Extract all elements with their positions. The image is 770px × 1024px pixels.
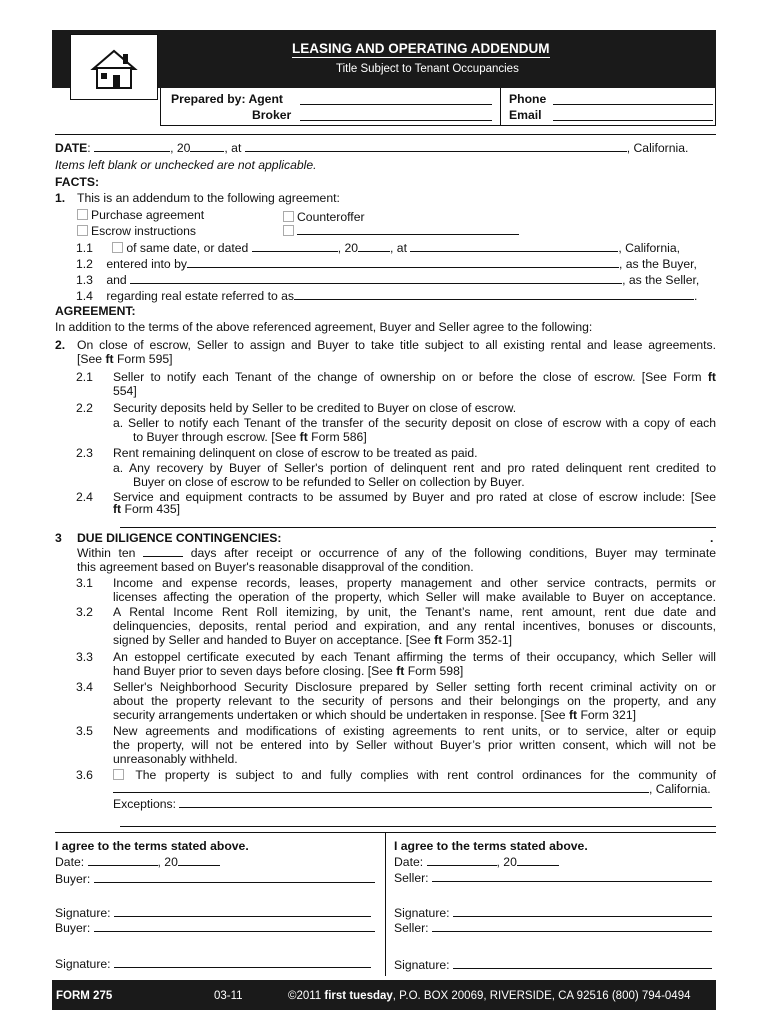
seller-year-field[interactable] [517,855,559,866]
item-3-3-line-2: hand Buyer prior to seven days before closing. [See ft Form 598] [113,664,464,678]
california-label: , California. [626,141,689,155]
item-3-6-line-2: , California. [113,782,711,796]
buyer-agree-label: I agree to the terms stated above. [55,839,249,853]
buyer-signature-row-2: Signature: [55,957,371,971]
item-3-4-line-2: about the property relevant to the security of persons and their belongings on the property, and any [113,694,716,708]
dated-year-prefix: , 20 [337,241,359,255]
agent-field[interactable] [300,93,492,105]
broker-field[interactable] [300,109,492,121]
date-top-rule [55,134,716,135]
seller-signature-row-1: Signature: [394,906,712,920]
seller-signature-2-field[interactable] [453,958,712,969]
within-ten-line-2: this agreement based on Buyer's reasonable disapproval of the condition. [77,560,474,574]
buyer-date-field[interactable] [88,855,158,866]
item-2-3-number: 2.3 [76,446,93,460]
broker-label: Broker [252,108,292,122]
rent-control-checkbox[interactable] [113,769,124,780]
and-label: and [106,273,127,287]
community-field[interactable] [113,782,649,793]
purchase-checkbox[interactable] [77,209,88,220]
same-date-checkbox[interactable] [112,242,123,253]
property-period: . [694,289,698,303]
escrow-checkbox[interactable] [77,225,88,236]
facts-intro: This is an addendum to the following agreement: [77,191,340,205]
counteroffer-checkbox[interactable] [283,211,294,222]
item-1-2-number: 1.2 [76,257,93,271]
exceptions-row [113,797,712,811]
facts-heading: FACTS: [55,175,100,189]
item-3-4-number: 3.4 [76,680,93,694]
dated-city-field[interactable] [410,241,618,252]
item-3-1-number: 3.1 [76,576,93,590]
buyer-signature-2-field[interactable] [114,957,371,968]
prepared-divider [500,88,501,126]
escrow-option[interactable] [77,224,196,238]
as-buyer-label: , as the Buyer, [618,257,697,271]
property-field[interactable] [294,289,694,300]
item-2-1-line-2: 554] [113,384,137,398]
form-number: FORM 275 [56,990,113,1002]
item-3-5-line-2: the property, will not be entered into by Seller without Buyer’s prior written consent, which will not be [113,738,716,752]
contracts-field-line[interactable] [120,527,716,528]
item-1-2 [76,257,697,271]
house-icon [71,35,157,99]
days-field[interactable] [143,546,183,557]
dated-california: , California, [618,241,680,255]
within-ten-line: Within ten days after receipt or occurrence of any of the following conditions, Buyer may terminate [77,546,716,560]
phone-field[interactable] [553,93,713,105]
item-2-2-number: 2.2 [76,401,93,415]
agent-label: Prepared by: Agent [171,92,283,106]
seller-1-field[interactable] [432,871,712,882]
escrow-label: Escrow instructions [91,224,196,238]
item-1-1-number: 1.1 [76,241,93,255]
item-2-3a-line-1: a. Any recovery by Buyer of Seller's portion of delinquent rent and pro rated delinquent rent credited to [113,461,716,475]
item-3-5-line-3: unreasonably withheld. [113,752,238,766]
logo-box [70,34,158,100]
footer-copyright: ©2011 first tuesday, P.O. BOX 20069, RIVERSIDE, CA 92516 (800) 794-0494 [288,990,691,1002]
item-3-2-line-3: signed by Seller and handed to Buyer on acceptance. [See ft Form 352-1] [113,633,513,647]
item-2-1-line-1: Seller to notify each Tenant of the change of ownership on or before the close of escrow. [See Form ft [113,370,716,384]
email-label: Email [509,108,542,122]
item-2-2a-line-1: a. Seller to notify each Tenant of the transfer of the security deposit on close of escrow with a copy of each [113,416,716,430]
item-2-2a-line-2: to Buyer through escrow. [See ft Form 586] [133,430,367,444]
other-option[interactable] [283,224,519,238]
seller-2-field[interactable] [432,921,712,932]
seller-date-field[interactable] [427,855,497,866]
item-1-1 [76,241,716,255]
buyer-2-field[interactable] [94,921,375,932]
item-2-3-text: Rent remaining delinquent on close of escrow to be treated as paid. [113,446,478,460]
seller-name-field[interactable] [130,273,622,284]
buyer-1-field[interactable] [94,872,375,883]
item-3-5-line-1: New agreements and modifications of existing agreements to rent units, or to service, alter or equip [113,724,716,738]
item-2-line-2: [See ft Form 595] [77,352,173,366]
item-3-6-line-1: The property is subject to and fully complies with rent control ordinances for the community of [113,768,716,782]
year-field[interactable] [190,141,224,152]
dated-year-field[interactable] [358,241,390,252]
item-1-3 [76,273,699,287]
item-1-3-number: 1.3 [76,273,93,287]
exceptions-field-2[interactable] [120,826,716,827]
dated-at-label: , at [390,241,407,255]
date-field[interactable] [94,141,170,152]
item-3-1-line-2: licenses affecting the operation of the property, which Seller will make available to Buyer on acceptance. [113,590,716,604]
item-2-4-line-1: Service and equipment contracts to be assumed by Buyer and pro rated at close of escrow include: [See [113,490,716,504]
item-1-4 [76,289,697,303]
blank-note: Items left blank or unchecked are not applicable. [55,158,317,172]
signature-divider [385,832,386,976]
counteroffer-label: Counteroffer [297,210,365,224]
item-3-5-number: 3.5 [76,724,93,738]
at-label: , at [224,141,242,155]
buyer-row-1: Buyer: [55,872,375,886]
agreement-heading: AGREEMENT: [55,304,136,318]
same-date-label: of same date, or dated [126,241,249,255]
item-2-1-number: 2.1 [76,370,93,384]
item-2-number: 2. [55,338,66,352]
exceptions-label: Exceptions: [113,797,177,811]
agreement-intro: In addition to the terms of the above referenced agreement, Buyer and Seller agree to the following: [55,320,593,334]
purchase-label: Purchase agreement [91,208,205,222]
entered-label: entered into by [106,257,187,271]
buyer-name-field[interactable] [187,257,619,268]
item-3-4-line-3: security arrangements undertaken or which should be undertaken in response. [See ft Form 321] [113,708,637,722]
regarding-label: regarding real estate referred to as [106,289,295,303]
item-2-4-number: 2.4 [76,490,93,504]
document-title: LEASING AND OPERATING ADDENDUM [292,41,550,56]
city-field[interactable] [245,141,627,152]
date-label: DATE [55,141,88,155]
buyer-row-2: Buyer: [55,921,375,935]
seller-row-2: Seller: [394,921,712,935]
other-field[interactable] [297,224,519,235]
seller-agree-label: I agree to the terms stated above. [394,839,588,853]
date-row: DATE: , 20 , at , California. [55,141,689,155]
item-2-3a-line-2: Buyer on close of escrow to be refunded to Seller on collection by Buyer. [133,475,525,489]
seller-signature-1-field[interactable] [453,906,712,917]
item-3-2-number: 3.2 [76,605,93,619]
email-field[interactable] [553,109,713,121]
phone-label: Phone [509,92,547,106]
seller-signature-row-2: Signature: [394,958,712,972]
item-3-1-line-1: Income and expense records, leases, property management and other service contracts, permits or [113,576,716,590]
dated-field[interactable] [252,241,338,252]
seller-date-row: Date: , 20 [394,855,559,869]
buyer-signature-row-1: Signature: [55,906,371,920]
form-version: 03-11 [214,990,243,1002]
item-3-number: 3 [55,531,62,545]
due-diligence-heading: DUE DILIGENCE CONTINGENCIES: [77,531,282,545]
item-2-4-line-2: ft Form 435] [113,502,181,516]
as-seller-label: , as the Seller, [622,273,700,287]
buyer-year-field[interactable] [178,855,220,866]
item-3-3-line-1: An estoppel certificate executed by each Tenant affirming the terms of their occupancy, which Seller will [113,650,716,664]
purchase-agreement-option[interactable] [77,208,204,222]
buyer-signature-1-field[interactable] [114,906,371,917]
item-2-line-1: On close of escrow, Seller to assign and Buyer to take title subject to all existing rental and lease agreements. [77,338,716,352]
item-1-4-number: 1.4 [76,289,93,303]
seller-row-1: Seller: [394,871,712,885]
item-3-6-number: 3.6 [76,768,93,782]
item-3-2-line-2: delinquencies, deposits, rental period and expiration, and any rental incentives, bonuses or discounts, [113,619,716,633]
other-checkbox[interactable] [283,225,294,236]
item-3-4-line-1: Seller's Neighborhood Security Disclosure prepared by Seller setting forth recent criminal activity on or [113,680,716,694]
due-diligence-dot: . [710,531,714,545]
item-3-2-line-1: A Rental Income Rent Roll itemizing, by unit, the Tenant’s name, rent amount, rent due date and [113,605,716,619]
counteroffer-option[interactable] [283,210,365,224]
exceptions-field[interactable] [179,797,712,808]
item-3-3-number: 3.3 [76,650,93,664]
item-1-number: 1. [55,191,66,205]
document-subtitle: Title Subject to Tenant Occupancies [336,63,519,75]
item-2-2-text: Security deposits held by Seller to be credited to Buyer on close of escrow. [113,401,517,415]
year-prefix: , 20 [170,141,191,155]
buyer-date-row: Date: , 20 [55,855,220,869]
